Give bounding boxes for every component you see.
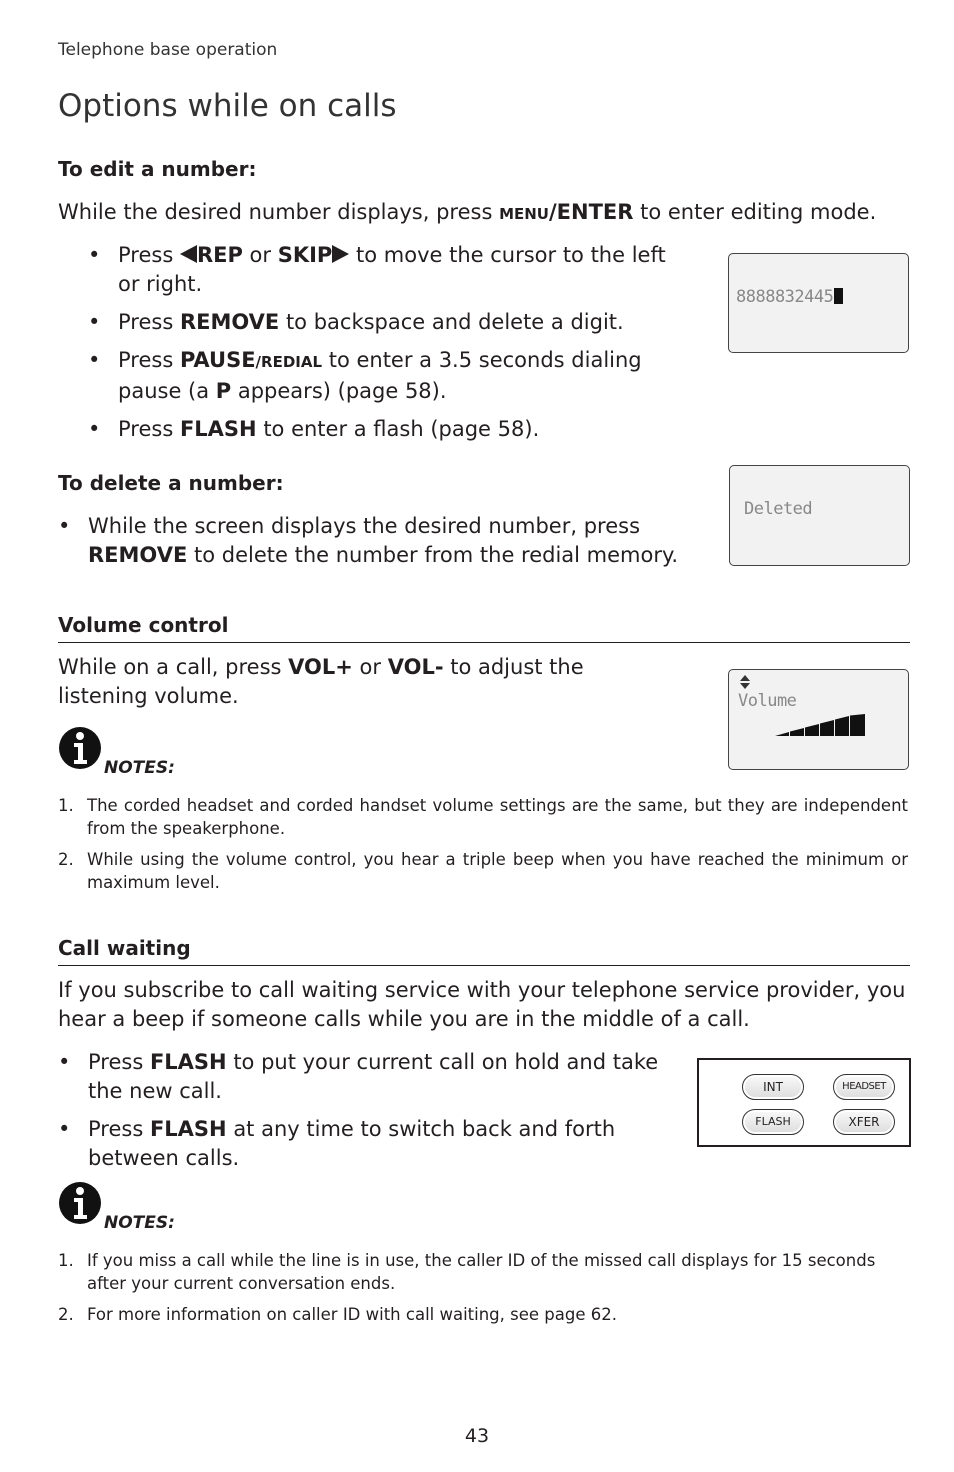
- volume-heading: Volume control: [58, 613, 229, 637]
- flash-key[interactable]: FLASH: [742, 1109, 804, 1135]
- lcd-volume: [728, 669, 909, 770]
- cursor-block-icon: [834, 288, 843, 304]
- page-number: 43: [464, 1425, 490, 1447]
- page-title: Options while on calls: [58, 88, 397, 124]
- list-item: • While the screen displays the desired number, press REMOVE to delete the number from the redial memory.: [58, 512, 708, 570]
- section-divider: [58, 965, 910, 966]
- menu-key-label: MENU: [499, 205, 549, 223]
- lcd-edit-number: [728, 253, 909, 353]
- volume-level-icon: [773, 714, 867, 738]
- list-item: • Press FLASH at any time to switch back and forth between calls.: [58, 1115, 688, 1173]
- volume-text: While on a call, press VOL+ or VOL- to adjust the listening volume.: [58, 655, 584, 708]
- key-panel: [697, 1058, 911, 1147]
- list-item: 2. For more information on caller ID with call waiting, see page 62.: [58, 1305, 617, 1324]
- info-icon: [58, 726, 102, 770]
- edit-heading: To edit a number:: [58, 157, 257, 181]
- list-item: 2. While using the volume control, you hear a triple beep when you have reached the minimum or maximum level.: [58, 850, 908, 892]
- section-divider: [58, 642, 910, 643]
- up-down-arrow-icon: [739, 674, 751, 690]
- delete-steps-list: [58, 512, 708, 579]
- list-item: 1. If you miss a call while the line is in use, the caller ID of the missed call displays for 15 seconds after your current conversation ends.: [58, 1251, 876, 1293]
- int-key[interactable]: INT: [742, 1074, 804, 1100]
- call-waiting-steps-list: [58, 1048, 688, 1182]
- right-arrow-icon: [332, 245, 349, 263]
- lcd-number-text: 8888832445: [736, 287, 834, 307]
- lcd-volume-text: Volume: [738, 691, 797, 711]
- call-waiting-heading: Call waiting: [58, 936, 191, 960]
- enter-key-label: /ENTER: [549, 200, 634, 224]
- lcd-deleted-text: Deleted: [744, 499, 813, 519]
- edit-intro: While the desired number displays, press MENU/ENTER to enter editing mode.: [58, 200, 877, 224]
- notes-label: NOTES:: [104, 758, 175, 778]
- list-item: • Press PAUSE/REDIAL to enter a 3.5 seconds dialing pause (a P appears) (page 58).: [88, 346, 688, 406]
- volume-notes-list: [58, 794, 908, 902]
- call-waiting-notes-list: [58, 1249, 888, 1334]
- info-icon: [58, 1181, 102, 1225]
- headset-key[interactable]: HEADSET: [833, 1074, 895, 1100]
- list-item: • Press FLASH to put your current call on hold and take the new call.: [58, 1048, 688, 1106]
- list-item: 1. The corded headset and corded handset volume settings are the same, but they are independent from the speakerphone.: [58, 796, 908, 838]
- xfer-key[interactable]: XFER: [833, 1109, 895, 1135]
- left-arrow-icon: [180, 245, 197, 263]
- delete-heading: To delete a number:: [58, 471, 284, 495]
- list-item: • Press REP or SKIP to move the cursor to the left or right.: [88, 241, 688, 299]
- edit-steps-list: [88, 241, 688, 453]
- call-waiting-intro: If you subscribe to call waiting service with your telephone service provider, you hear a beep if someone calls while you are in the middle of a call.: [58, 978, 906, 1031]
- lcd-deleted: [729, 465, 910, 566]
- section-label: Telephone base operation: [58, 40, 278, 60]
- notes-label: NOTES:: [104, 1213, 175, 1233]
- list-item: • Press REMOVE to backspace and delete a digit.: [88, 308, 688, 337]
- list-item: • Press FLASH to enter a flash (page 58).: [88, 415, 688, 444]
